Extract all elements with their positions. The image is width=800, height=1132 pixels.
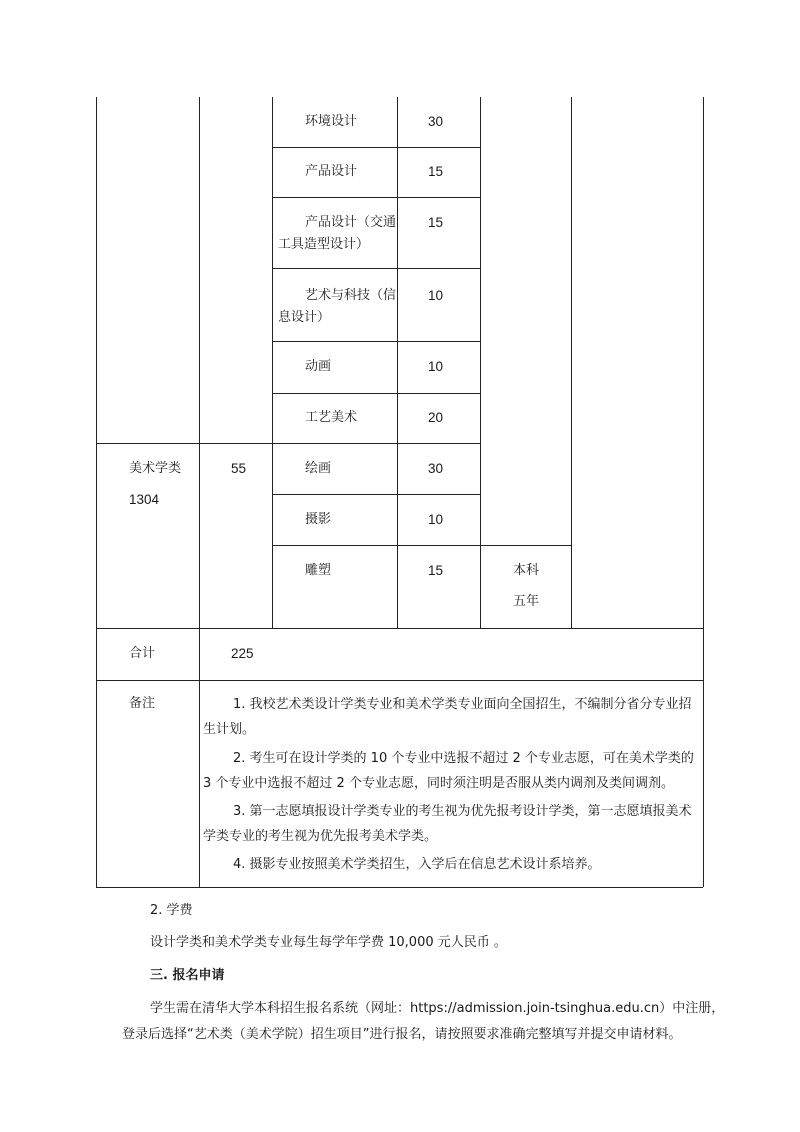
study-duration: 本科 <box>513 563 540 578</box>
tuition-heading: 2. 学费 <box>150 903 193 918</box>
major-name: 产品设计（交通 <box>305 215 397 230</box>
table-border-bottom <box>96 887 703 888</box>
sum-label: 合计 <box>129 646 156 661</box>
remark-item: 2. 考生可在设计学类的 10 个专业中选报不超过 2 个专业志愿，可在美术学类的 3 个专业中选报不超过 2 个专业志愿，同时须注明是否服从类内调剂及类间调剂。 <box>203 751 694 791</box>
table-border-right <box>703 97 704 887</box>
category-total: 55 <box>231 461 247 476</box>
major-quota: 15 <box>428 563 444 578</box>
sum-value: 225 <box>231 646 254 661</box>
major-quota: 10 <box>428 288 444 303</box>
table-divider <box>199 97 200 887</box>
table-divider <box>397 97 398 629</box>
table-divider <box>272 97 273 629</box>
major-quota: 30 <box>428 461 444 476</box>
registration-text: 登录后选择“艺术类（美术学院）招生项目”进行报名，请按照要求准确完整填写并提交申请材料。 <box>122 1027 682 1042</box>
table-rule <box>96 443 480 444</box>
table-rule <box>272 268 480 269</box>
major-name: 雕塑 <box>305 563 332 578</box>
registration-heading: 三. 报名申请 <box>150 968 225 983</box>
major-quota: 10 <box>428 359 444 374</box>
major-name: 动画 <box>305 359 332 374</box>
registration-text: 学生需在清华大学本科招生报名系统（网址：https://admission.join-tsinghua.edu.cn）中注册， <box>150 1001 725 1016</box>
major-name: 绘画 <box>305 461 332 476</box>
table-rule <box>272 197 480 198</box>
remark-item: 3. 第一志愿填报设计学类专业的考生视为优先报考设计学类，第一志愿填报美术学类专业的考生视为优先报考美术学类。 <box>203 804 692 844</box>
table-rule <box>96 628 703 629</box>
major-name: 工艺美术 <box>305 410 358 425</box>
major-quota: 20 <box>428 410 444 425</box>
category-name: 美术学类 <box>129 461 182 476</box>
remark-item: 4. 摄影专业按照美术学类招生，入学后在信息艺术设计系培养。 <box>233 857 601 872</box>
study-duration: 五年 <box>513 594 540 609</box>
major-name: 艺术与科技（信 <box>305 288 397 303</box>
major-name: 工具造型设计） <box>278 237 370 252</box>
table-rule <box>272 393 480 394</box>
table-divider <box>571 97 572 629</box>
table-rule <box>272 545 571 546</box>
remarks-label: 备注 <box>129 696 156 711</box>
table-border-left <box>96 97 97 887</box>
table-rule <box>96 680 703 681</box>
tuition-text: 设计学类和美术学类专业每生每学年学费 10,000 元人民币 。 <box>150 935 507 950</box>
major-quota: 10 <box>428 512 444 527</box>
major-name: 环境设计 <box>305 114 358 129</box>
major-quota: 15 <box>428 215 444 230</box>
major-name: 摄影 <box>305 512 332 527</box>
table-divider <box>480 97 481 629</box>
remark-item: 1. 我校艺术类设计学类专业和美术学类专业面向全国招生，不编制分省分专业招生计划。 <box>203 697 692 737</box>
major-quota: 30 <box>428 114 444 129</box>
category-code: 1304 <box>129 492 160 507</box>
table-rule <box>272 341 480 342</box>
major-name: 息设计） <box>278 310 331 325</box>
table-rule <box>272 494 480 495</box>
table-rule <box>272 147 480 148</box>
major-name: 产品设计 <box>305 164 358 179</box>
major-quota: 15 <box>428 164 444 179</box>
